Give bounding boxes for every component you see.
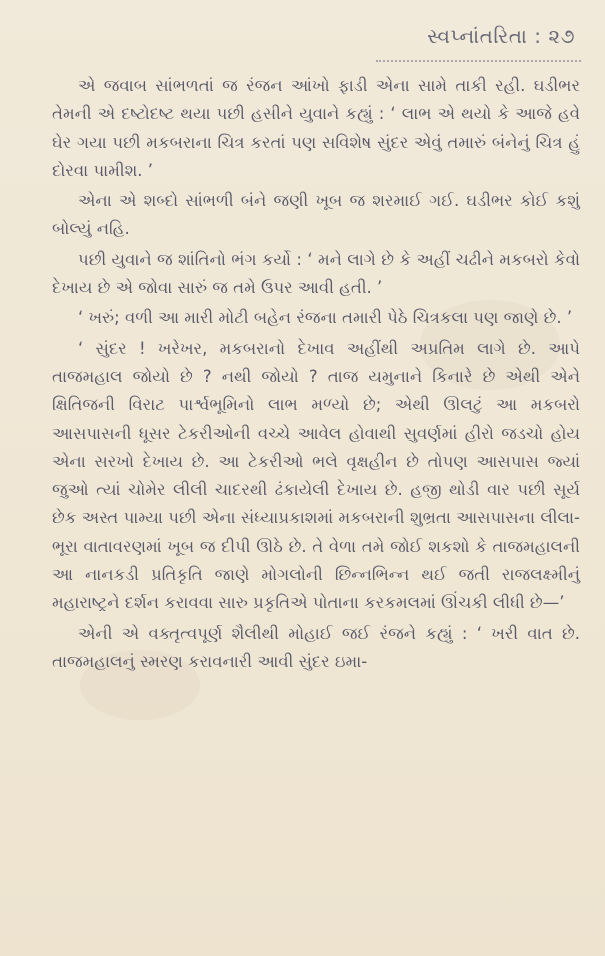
paragraph: એ જવાબ સાંભળતાં જ રંજન આંખો ફાડી એના સામે તાકી રહી. ઘડીભર તેમની એ દષ્ટોદષ્ટ થયા પછી હસીને યુવાને કહ્યું : ‘ લાભ એ થયો કે આજે હવે ઘેર ગયા પછી મકબરાના ચિત્ર કરતાં પણ સવિશેષ સુંદર એવું તમારું બંનેનું ચિત્ર હું દોરવા પામીશ. ’ bbox=[52, 76, 580, 180]
paragraph: ‘ સુંદર ! ખરેખર, મકબરાનો દેખાવ અહીંથી અપ્રતિમ લાગે છે. આપે તાજમહાલ જોયો છે ? નથી જોયો ? તાજ યમુનાને કિનારે છે એથી એને ક્ષિતિજની વિરાટ પાર્શ્વભૂમિનો લાભ મળ્યો છે; એથી ઊલટું આ મકબરો આસપાસની ધૂસર ટેકરીઓની વચ્ચે આવેલ હોવાથી સુવર્ણમાં હીરો જડચો હોય એના સરખો દેખાય છે. આ ટેકરીઓ ભલે વૃક્ષહીન છે તોપણ આસપાસ જ્યાં જુઓ ત્યાં ચોમેર લીલી ચાદરથી ઢંકાયેલી દેખાય છે. હજી થોડી વાર પછી સૂર્ય છેક અસ્ત પામ્યા પછી એના સંધ્યાપ્રકાશમાં મકબરાની શુભ્રતા આસપાસના લીલા-ભૂરા વાતાવરણમાં ખૂબ જ દીપી ઊઠે છે. તે વેળા તમે જોઈ શકશો કે તાજમહાલની આ નાનકડી પ્રતિકૃતિ જાણે મોગલોની છિન્નભિન્ન થઈ જતી રાજલક્ષ્મીનું મહારાષ્ટ્રને દર્શન કરાવવા સારુ પ્રકૃતિએ પોતાના કરકમલમાં ઊંચકી લીધી છે—’ bbox=[52, 338, 580, 613]
paragraph: ‘ ખરું; વળી આ મારી મોટી બહેન રંજના તમારી પેઠે ચિત્રકલા પણ જાણે છે. ’ bbox=[78, 308, 573, 328]
paragraph: એની એ વક્તૃત્વપૂર્ણ શૈલીથી મોહાઈ જઈ રંજને કહ્યું : ‘ ખરી વાત છે. તાજમહાલનું સ્મરણ કરાવનારી આવી સુંદર ઇમા- bbox=[52, 623, 580, 671]
paragraph: પછી યુવાને જ શાંતિનો ભંગ કર્યો : ‘ મને લાગે છે કે અહીં ચઢીને મકબરો કેવો દેખાય છે એ જોવા સારું જ તમે ઉપર આવી હતી. ’ bbox=[52, 249, 580, 298]
paragraph: એના એ શબ્દો સાંભળી બંને જણી ખૂબ જ શરમાઈ ગઈ. ઘડીભર કોઈ કશું બોલ્યું નહિ. bbox=[52, 191, 580, 239]
header-ornament-rule bbox=[376, 54, 581, 62]
body-text bbox=[52, 72, 580, 676]
running-header: સ્વપ્નાંતરિતા : ૨૭ bbox=[427, 24, 575, 48]
